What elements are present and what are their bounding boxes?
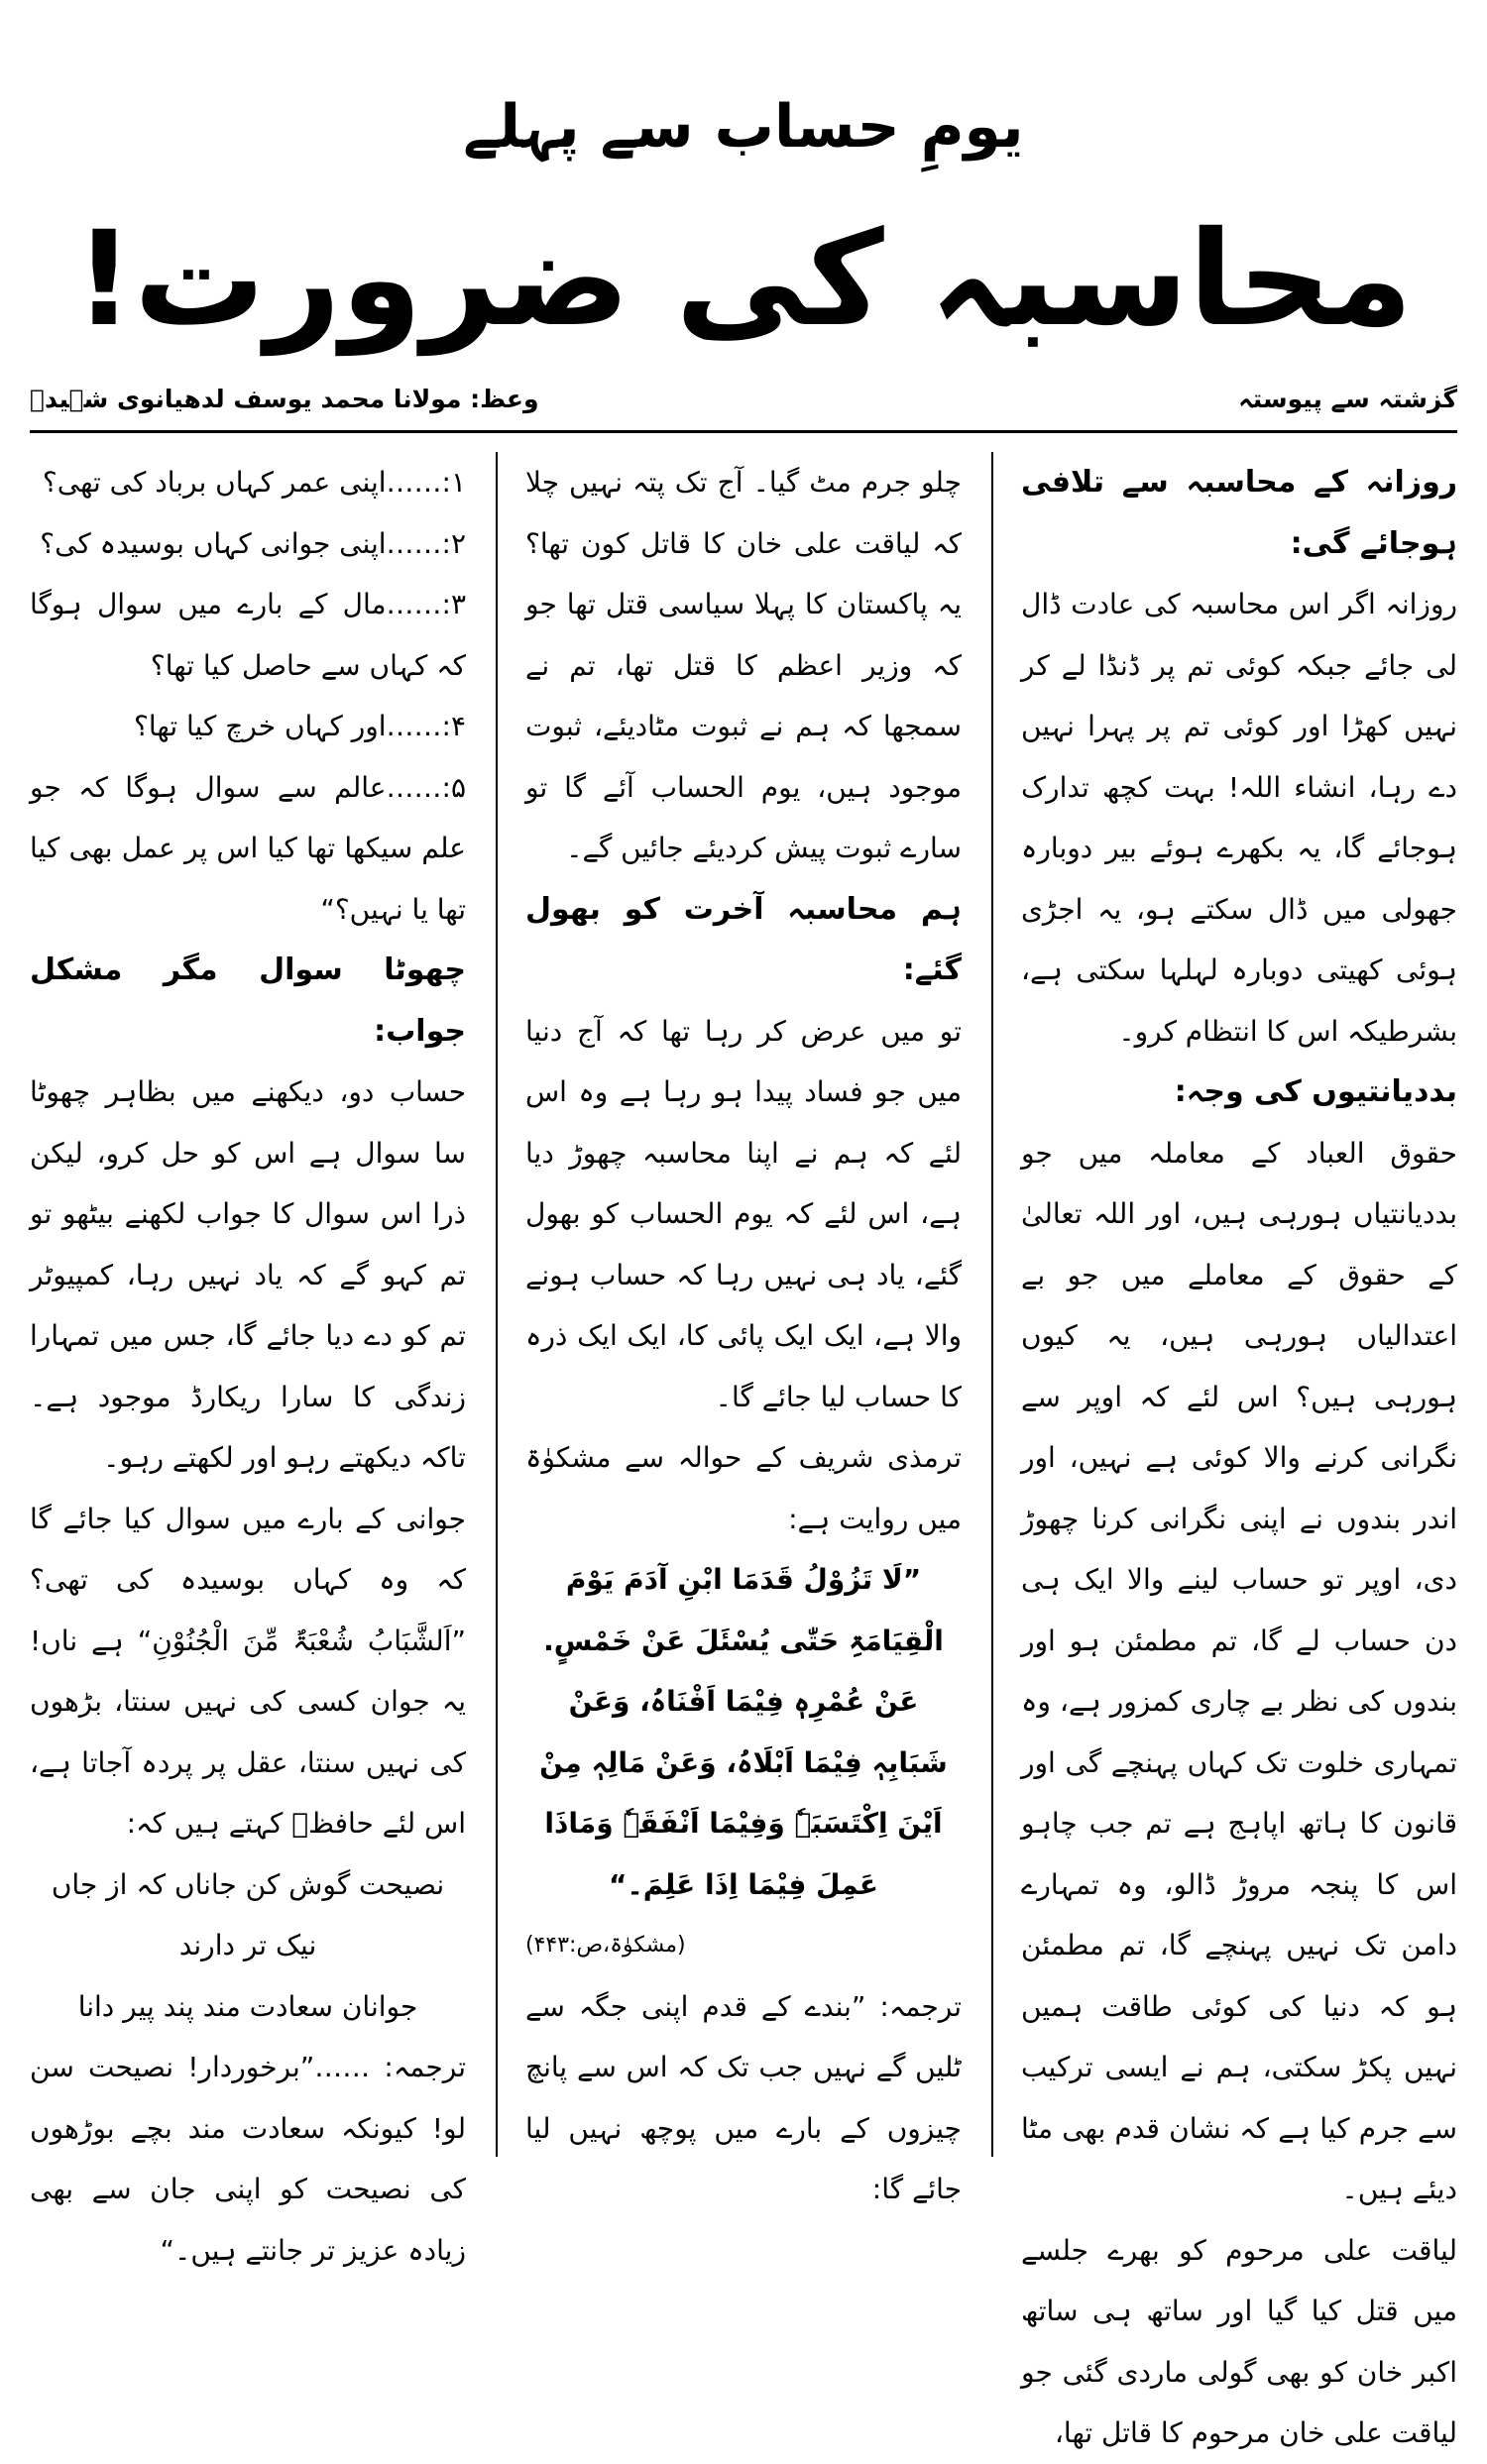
column-right bbox=[1021, 452, 1457, 2449]
persian-verse: جوانان سعادت مند پند پیر دانا bbox=[77, 1989, 418, 2023]
paragraph: حقوق العباد کے معاملہ میں جو بددیانتیاں ہورہی ہیں، اور اللہ تعالیٰ کے حقوق کے معاملے میں جو بے اعتدالیاں ہورہی ہیں، یہ کیوں ہورہی ہیں؟ اس لئے کہ اوپر سے نگرانی کرنے والا کوئی ہے نہیں، اور اندر بندوں نے اپنی نگرانی کرنا چھوڑ دی، اوپر تو حساب لینے والا ایک ہی دن حساب لے گا، تم مطمئن ہو اور بندوں کی نظر بے چاری کمزور ہے، وہ تمہاری خلوت تک کہاں پہنچے گی اور قانون کا ہاتھ اپاہج ہے تم جب چاہو اس کا پنجہ مروڑ ڈالو، وہ تمہارے دامن تک نہیں پہنچے گا، تم مطمئن ہو کہ دنیا کی کوئی طاقت ہمیں نہیں پکڑ سکتی، ہم نے ایسی ترکیب سے جرم کیا ہے کہ نشان قدم بھی مٹا دیئے ہیں۔ bbox=[1021, 1136, 1457, 2205]
continued-label: گزشتہ سے پیوستہ bbox=[1238, 385, 1457, 413]
paragraph: حساب دو، دیکھنے میں بظاہر چھوٹا سا سوال ہے اس کو حل کرو، لیکن ذرا اس سوال کا جواب لکھنے بیٹھو تو تم کہو گے کہ یاد نہیں رہا، کمپیوٹر تم کو دے دیا جائے گا، جس میں تمہارا زندگی کا سارا ریکارڈ موجود ہے۔ تاکہ دیکھتے رہو اور لکھتے رہو۔ bbox=[30, 1075, 466, 1474]
column-divider bbox=[991, 452, 993, 2157]
list-item: ۵:……عالم سے سوال ہوگا کہ جو علم سیکھا تھا کیا اس پر عمل بھی کیا تھا یا نہیں؟“ bbox=[30, 770, 466, 926]
column-left bbox=[30, 452, 466, 2267]
section-heading: روزانہ کے محاسبہ سے تلافی ہوجائے گی: bbox=[1021, 465, 1457, 561]
list-item: ۳:……مال کے بارے میں سوال ہوگا کہ کہاں سے حاصل کیا تھا؟ bbox=[30, 588, 466, 682]
paragraph: ترمذی شریف کے حوالہ سے مشکوٰۃ میں روایت ہے: bbox=[525, 1441, 962, 1535]
byline-row bbox=[30, 385, 1457, 433]
section-heading: بددیانتیوں کی وجہ: bbox=[1174, 1074, 1457, 1109]
author-byline: وعظ: مولانا محمد یوسف لدھیانوی شہیدؒ bbox=[30, 385, 539, 413]
paragraph: ترجمہ: ……”برخوردار! نصیحت سن لو! کیونکہ سعادت مند بچے بوڑھوں کی نصیحت کو اپنی جان سے بھی زیادہ عزیز تر جانتے ہیں۔“ bbox=[30, 2051, 466, 2267]
paragraph: تو میں عرض کر رہا تھا کہ آج دنیا میں جو فساد پیدا ہو رہا ہے وہ اس لئے کہ ہم نے اپنا محاسبہ چھوڑ دیا ہے، اس لئے کہ یوم الحساب کو بھول گئے، یاد ہی نہیں رہا کہ حساب ہونے والا ہے، ایک ایک پائی کا، ایک ایک ذرہ کا حساب لیا جائے گا۔ bbox=[525, 1014, 962, 1413]
column-middle bbox=[525, 452, 962, 2205]
column-divider bbox=[496, 452, 498, 2157]
section-heading: چھوٹا سوال مگر مشکل جواب: bbox=[30, 952, 466, 1049]
list-item: ۲:……اپنی جوانی کہاں بوسیدہ کی؟ bbox=[40, 526, 466, 560]
list-item: ۱:……اپنی عمر کہاں برباد کی تھی؟ bbox=[42, 466, 466, 499]
persian-verse: نصیحت گوش کن جاناں کہ از جاں نیک تر دارند bbox=[51, 1867, 445, 1961]
article-headline: محاسبہ کی ضرورت! bbox=[73, 203, 1414, 356]
list-item: ۴:……اور کہاں خرچ کیا تھا؟ bbox=[134, 710, 466, 742]
paragraph: روزانہ اگر اس محاسبہ کی عادت ڈال لی جائے جبکہ کوئی تم پر ڈنڈا لے کر نہیں کھڑا اور کوئی تم پر پہرا نہیں دے رہا، انشاء اللہ! بہت کچھ تدارک ہوجائے گا، یہ بکھرے ہوئے بیر دوبارہ جھولی میں ڈال سکتے ہو، یہ اجڑی ہوئی کھیتی دوبارہ لہلہا سکتی ہے، بشرطیکہ اس کا انتظام کرو۔ bbox=[1021, 588, 1457, 1048]
paragraph: چلو جرم مٹ گیا۔ آج تک پتہ نہیں چلا کہ لیاقت علی خان کا قاتل کون تھا؟ یہ پاکستان کا پہلا سیاسی قتل تھا جو کہ وزیر اعظم کا قتل تھا، تم نے سمجھا کہ ہم نے ثبوت مٹادیئے، ثبوت موجود ہیں، یوم الحساب آئے گا تو سارے ثبوت پیش کردیئے جائیں گے۔ bbox=[525, 466, 962, 864]
section-heading: ہم محاسبہ آخرت کو بھول گئے: bbox=[525, 891, 962, 987]
paragraph: ترجمہ: ”بندے کے قدم اپنی جگہ سے ٹلیں گے نہیں جب تک کہ اس سے پانچ چیزوں کے بارے میں پوچھ نہیں لیا جائے گا: bbox=[525, 1989, 962, 2205]
hadith-reference: (مشکوٰۃ،ص:۴۴۳) bbox=[525, 1933, 686, 1958]
paragraph: لیاقت علی مرحوم کو بھرے جلسے میں قتل کیا گیا اور ساتھ ہی ساتھ اکبر خان کو بھی گولی ماردی گئی جو لیاقت علی خان مرحوم کا قاتل تھا، bbox=[1021, 2233, 1457, 2449]
hadith-text: ”لَا تَزُوْلُ قَدَمَا ابْنِ آدَمَ یَوْمَ الْقِیَامَۃِ حَتّٰی یُسْئَلَ عَنْ خَمْسٍ. عَنْ عُمْرِہٖ فِیْمَا اَفْنَاہُ، وَعَنْ شَبَابِہٖ فِیْمَا اَبْلَاہُ، وَعَنْ مَالِہٖ مِنْ اَیْنَ اِکْتَسَبَہٗ وَفِیْمَا اَنْفَقَہٗ وَمَاذَا عَمِلَ فِیْمَا اِذَا عَلِمَ۔“ bbox=[539, 1563, 948, 1901]
article-kicker: یومِ حساب سے پہلے bbox=[463, 92, 1024, 162]
paragraph: جوانی کے بارے میں سوال کیا جائے گا کہ وہ کہاں بوسیدہ کی تھی؟ ”اَلشَّبَابُ شُعْبَۃٌ مِّنَ الْجُنُوْنِ“ ہے ناں! یہ جوان کسی کی نہیں سنتا، بڑھوں کی نہیں سنتا، عقل پر پردہ آجاتا ہے، اس لئے حافظؒ کہتے ہیں کہ: bbox=[30, 1502, 466, 1840]
